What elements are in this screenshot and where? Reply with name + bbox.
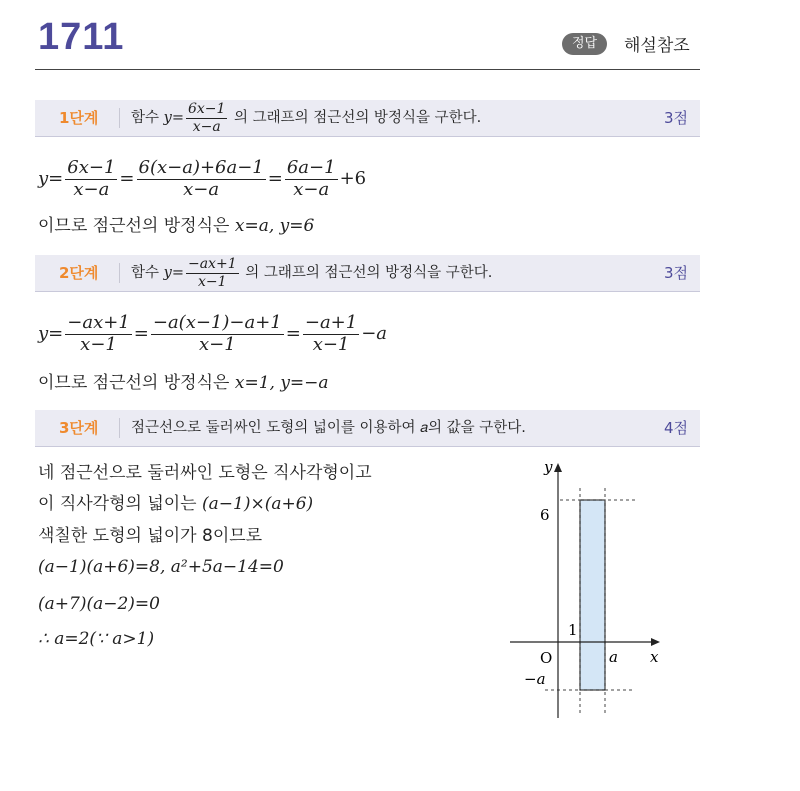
step1-equation: y= $\frac{6x-1}{x-a}$ = $\frac{6(x-a)+6a-1}{x-a}$ = $\frac{6a-1}{x-a}$ +6 [38, 157, 367, 200]
step2-lhs: y [38, 323, 49, 345]
answer-badge: 정답 [562, 33, 607, 55]
tick-label-neg-a: −a [524, 670, 546, 688]
step3-line2-math: (a−1)×(a+6) [202, 494, 314, 514]
step2-tail: −a [361, 323, 388, 345]
step1-score: 3점 [663, 109, 688, 127]
step1-f2-den: x−a [183, 178, 220, 200]
step3-separator [119, 418, 120, 438]
header-divider [35, 69, 700, 70]
step2-f2-num: −a(x−1)−a+1 [152, 312, 282, 333]
step1-f3-num: 6a−1 [286, 157, 336, 178]
tick-label-6: 6 [540, 506, 550, 524]
step3-line1: 네 점근선으로 둘러싸인 도형은 직사각형이고 [38, 463, 372, 483]
step1-f3-den: x−a [293, 178, 330, 200]
step1-conclusion [38, 211, 314, 236]
step1-tail: +6 [339, 168, 367, 190]
step1-lhs: y [38, 168, 49, 190]
x-axis-arrow-icon [651, 638, 660, 646]
step2-bar [35, 255, 700, 292]
step2-func-den: x−1 [198, 273, 227, 290]
step2-conclusion [38, 368, 329, 393]
step3-score: 4점 [663, 419, 688, 437]
step1-func-y: y [163, 110, 172, 126]
origin-label: O [540, 649, 553, 667]
x-axis-label: x [650, 648, 659, 666]
step1-conclusion-math: x=a, y=6 [234, 216, 315, 236]
step3-line2 [38, 489, 313, 514]
shaded-rectangle [580, 500, 605, 690]
answer-reference: 해설참조 [624, 36, 690, 56]
step2-f3-num: −a+1 [304, 312, 358, 333]
step2-desc-suffix: 의 그래프의 점근선의 방정식을 구한다. [240, 265, 493, 281]
step2-f3-den: x−1 [312, 333, 350, 355]
step2-description: 함수 y= $\frac{-ax+1}{x-1}$ 의 그래프의 점근선의 방정식을 구한다. [131, 256, 493, 290]
step2-f1-den: x−1 [80, 333, 117, 355]
step2-separator [119, 263, 120, 283]
step1-desc-prefix: 함수 [131, 110, 164, 126]
step1-conclusion-text: 이므로 점근선의 방정식은 [38, 216, 235, 236]
step2-conclusion-math: x=1, y=−a [234, 373, 329, 393]
problem-number: 1711 [38, 16, 125, 58]
y-axis-arrow-icon [554, 463, 562, 472]
step1-func-num: 6x−1 [187, 101, 226, 118]
step2-equation: y= $\frac{-ax+1}{x-1}$ = $\frac{-a(x-1)-a+1}{x-1}$ = $\frac{-a+1}{x-1}$ −a [38, 312, 388, 355]
step1-f2-num: 6(x−a)+6a−1 [138, 157, 264, 178]
step1-bar [35, 100, 700, 137]
step1-func-den: x−a [192, 118, 221, 135]
step1-description: 함수 y= $\frac{6x-1}{x-a}$ 의 그래프의 점근선의 방정식을 구한다. [131, 101, 482, 135]
step3-line2-text: 이 직사각형의 넓이는 [38, 494, 203, 514]
step3-line3: 색칠한 도형의 넓이가 8이므로 [38, 526, 263, 546]
step2-score: 3점 [663, 264, 688, 282]
step2-f2-den: x−1 [198, 333, 236, 355]
tick-label-1: 1 [568, 621, 578, 639]
step3-line4: (a−1)(a+6)=8, a²+5a−14=0 [38, 557, 284, 577]
step3-bar [35, 410, 700, 447]
step1-f1-den: x−a [73, 178, 110, 200]
step2-func-num: −ax+1 [187, 256, 237, 273]
step3-description: 점근선으로 둘러싸인 도형의 넓이를 이용하여 𝑎의 값을 구한다. [131, 420, 526, 436]
y-axis-label: y [544, 458, 553, 476]
step2-desc-prefix: 함수 [131, 265, 164, 281]
step2-func-y: y [163, 265, 172, 281]
step3-line5: (a+7)(a−2)=0 [38, 594, 160, 614]
step3-line6: ∴ a=2(∵ a>1) [38, 629, 155, 649]
step1-name: 1단계 [59, 109, 99, 127]
step1-separator [119, 108, 120, 128]
step2-name: 2단계 [59, 264, 99, 282]
step1-f1-num: 6x−1 [67, 157, 116, 178]
step3-name: 3단계 [59, 419, 99, 437]
step2-conclusion-text: 이므로 점근선의 방정식은 [38, 373, 235, 393]
step1-desc-suffix: 의 그래프의 점근선의 방정식을 구한다. [229, 110, 482, 126]
asymptote-graph [500, 450, 680, 720]
step2-f1-num: −ax+1 [67, 312, 130, 333]
tick-label-a: a [609, 648, 618, 666]
